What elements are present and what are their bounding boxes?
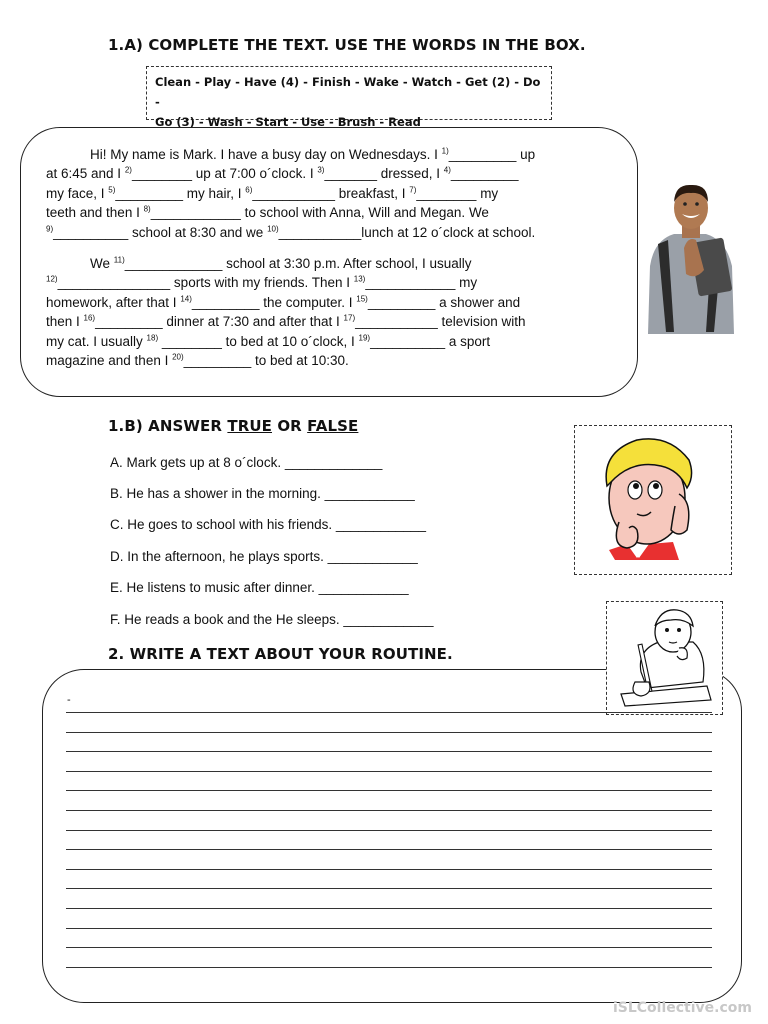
writing-boy-image [607, 602, 722, 714]
writing-boy-image-frame [606, 601, 723, 715]
text-segment: _______ dressed, I [324, 166, 444, 182]
section-1b-title-prefix: 1.B) ANSWER [108, 417, 228, 435]
question-e: E. He listens to music after dinner. ____________ [110, 580, 409, 595]
paragraph-line [46, 293, 526, 312]
blank-number: 12) [46, 274, 58, 284]
text-segment: ____________ my [365, 275, 478, 291]
paragraph-line [46, 223, 535, 242]
word-box [146, 66, 552, 129]
section-1a-title: 1.A) COMPLETE THE TEXT. USE THE WORDS IN THE BOX. [108, 36, 586, 54]
writing-line[interactable] [66, 712, 712, 732]
question-f: F. He reads a book and the He sleeps. ____________ [110, 612, 434, 627]
writing-line[interactable] [66, 908, 712, 928]
thinking-boy-image-frame [574, 425, 732, 575]
question-a: A. Mark gets up at 8 o´clock. _____________ [110, 455, 383, 470]
text-segment: magazine and then I [46, 352, 173, 368]
question-c: C. He goes to school with his friends. ____________ [110, 517, 426, 532]
writing-start-mark: - [67, 694, 71, 706]
paragraph-line [46, 184, 535, 203]
text-segment: teeth and then I [46, 205, 144, 221]
writing-line[interactable] [66, 967, 712, 987]
text-segment: ___________lunch at 12 o´clock at school. [278, 224, 536, 240]
text-segment: ___________ television with [355, 314, 526, 330]
text-segment: my cat. I usually [46, 333, 147, 349]
text-segment: at 6:45 and I [46, 166, 125, 182]
true-word: TRUE [227, 417, 272, 435]
word-box-line-1: Clean - Play - Have (4) - Finish - Wake - Watch - Get (2) - Do - [155, 75, 541, 109]
paragraph-line [46, 273, 526, 292]
paragraph-2 [46, 254, 526, 370]
word-box-line-2: Go (3) - Wash - Start - Use - Brush - Read [155, 115, 421, 129]
text-segment: _________ to bed at 10:30. [183, 352, 349, 368]
student-photo [644, 182, 736, 334]
text-segment: homework, after that I [46, 294, 181, 310]
writing-line[interactable] [66, 751, 712, 771]
false-word: FALSE [307, 417, 359, 435]
text-segment: Hi! My name is Mark. I have a busy day on Wednesdays. I [90, 147, 442, 162]
text-segment: _________ dinner at 7:30 and after that I [95, 314, 344, 330]
writing-line[interactable] [66, 830, 712, 850]
paragraph-line [46, 254, 526, 273]
blank-number: 18) [146, 333, 159, 343]
writing-line[interactable] [66, 869, 712, 889]
blank-number: 9) [46, 224, 54, 234]
question-d: D. In the afternoon, he plays sports. ____________ [110, 549, 418, 564]
thinking-boy-image [575, 426, 731, 574]
text-segment: _________ a shower and [367, 294, 521, 310]
blank-number: 2) [124, 165, 132, 175]
text-segment: We [90, 256, 114, 271]
text-segment: _________ [450, 166, 519, 182]
paragraph-line [46, 203, 535, 222]
writing-line[interactable] [66, 888, 712, 908]
blank-number: 4) [443, 165, 451, 175]
writing-line[interactable] [66, 849, 712, 869]
text-segment: _________ up [448, 147, 536, 162]
text-segment: __________ school at 8:30 and we [53, 224, 268, 240]
text-segment: ________ up at 7:00 o´clock. I [131, 166, 318, 182]
watermark: iSLCollective.com [612, 1000, 752, 1016]
question-b: B. He has a shower in the morning. ____________ [110, 486, 415, 501]
text-segment: _________ my hair, I [115, 185, 246, 201]
section-1b-title [108, 417, 358, 435]
section-2-title: 2. WRITE A TEXT ABOUT YOUR ROUTINE. [108, 645, 453, 663]
text-segment: ____________ to school with Anna, Will and Megan. We [150, 205, 489, 221]
paragraph-line [46, 145, 535, 164]
blank-number: 16) [83, 313, 96, 323]
blank-number: 5) [108, 185, 116, 195]
blank-number: 13) [353, 274, 366, 284]
blank-number: 20) [172, 352, 184, 362]
paragraph-line [46, 332, 526, 351]
text-segment: ___________ breakfast, I [252, 185, 410, 201]
paragraph-line [46, 351, 526, 370]
or-word: OR [272, 417, 308, 435]
text-segment: __________ a sport [370, 333, 491, 349]
writing-line[interactable] [66, 947, 712, 967]
paragraph-1 [46, 145, 535, 242]
blank-number: 7) [409, 185, 417, 195]
writing-line[interactable] [66, 790, 712, 810]
blank-number: 19) [358, 333, 371, 343]
text-segment: _______________ sports with my friends. Then I [57, 275, 354, 291]
writing-line[interactable] [66, 771, 712, 791]
writing-lines[interactable] [66, 712, 712, 986]
writing-line[interactable] [66, 810, 712, 830]
paragraph-line [46, 164, 535, 183]
blank-number: 1) [441, 146, 449, 156]
blank-number: 3) [317, 165, 325, 175]
text-segment: _________ the computer. I [191, 294, 357, 310]
paragraph-line [46, 312, 526, 331]
text-segment: ________ to bed at 10 o´clock, I [158, 333, 359, 349]
text-segment: my face, I [46, 185, 109, 201]
blank-number: 8) [143, 204, 151, 214]
text-segment: _____________ school at 3:30 p.m. After school, I usually [124, 256, 472, 271]
text-segment: ________ my [416, 185, 499, 201]
text-segment: then I [46, 314, 84, 330]
blank-number: 14) [180, 294, 192, 304]
blank-number: 15) [356, 294, 368, 304]
blank-number: 10) [267, 224, 279, 234]
blank-number: 11) [113, 255, 125, 265]
blank-number: 6) [245, 185, 253, 195]
writing-line[interactable] [66, 732, 712, 752]
blank-number: 17) [343, 313, 356, 323]
writing-line[interactable] [66, 928, 712, 948]
